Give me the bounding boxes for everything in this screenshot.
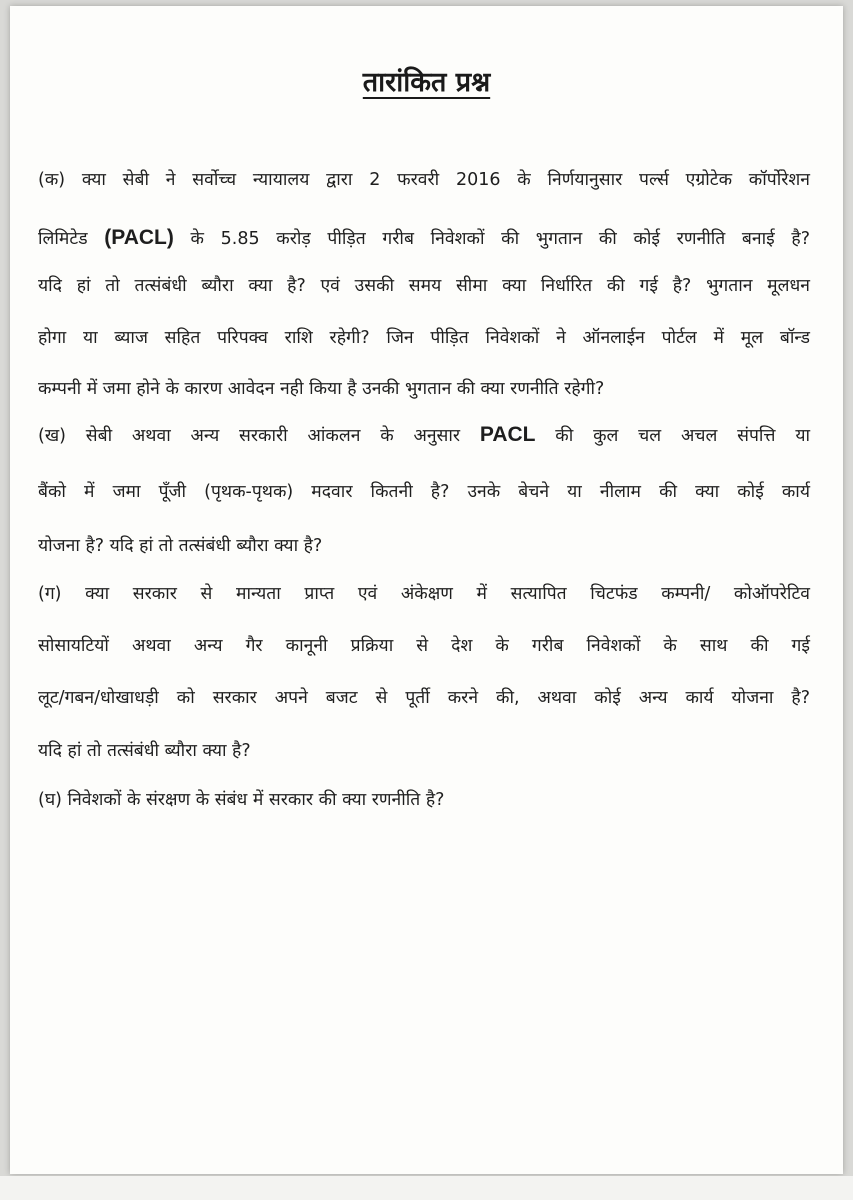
document-page: [10, 6, 843, 1174]
question-gha-line-1: (घ) निवेशकों के संरक्षण के संबंध में सरकार की क्या रणनीति है?: [38, 790, 445, 810]
question-ka-line-3: यदि हां तो तत्संबंधी ब्यौरा क्या है? एवं उसकी समय सीमा क्या निर्धारित की गई है? भुगतान मूलधन: [38, 276, 810, 296]
page-bottom-edge: [0, 1176, 853, 1200]
question-ka-line-2: लिमिटेड (PACL) के 5.85 करोड़ पीड़ित गरीब निवेशकों की भुगतान की कोई रणनीति बनाई है?: [38, 226, 811, 249]
question-kha-line-1: (ख) सेबी अथवा अन्य सरकारी आंकलन के अनुसार PACL की कुल चल अचल संपत्ति या: [38, 423, 811, 446]
question-ka-line-4: होगा या ब्याज सहित परिपक्व राशि रहेगी? जिन पीड़ित निवेशकों ने ऑनलाईन पोर्टल में मूल बॉन्ड: [38, 328, 810, 348]
question-ga-line-3: लूट/गबन/धोखाधड़ी को सरकार अपने बजट से पूर्ती करने की, अथवा कोई अन्य कार्य योजना है?: [38, 688, 810, 708]
question-ka-line-5: कम्पनी में जमा होने के कारण आवेदन नही किया है उनकी भुगतान की क्या रणनीति रहेगी?: [38, 379, 605, 399]
pacl-label: PACL: [479, 423, 536, 446]
pacl-label: (PACL): [104, 226, 174, 249]
question-kha-line-3: योजना है? यदि हां तो तत्संबंधी ब्यौरा क्या है?: [38, 536, 323, 556]
question-ga-line-2: सोसायटियों अथवा अन्य गैर कानूनी प्रक्रिया से देश के गरीब निवेशकों के साथ की गई: [38, 636, 810, 656]
document-title: तारांकित प्रश्न: [362, 67, 491, 98]
question-ga-line-1: (ग) क्या सरकार से मान्यता प्राप्त एवं अंकेक्षण में सत्यापित चिटफंड कम्पनी/ कोऑपरेटिव: [38, 584, 810, 604]
question-ka-line-1: (क) क्या सेबी ने सर्वोच्च न्यायालय द्वारा 2 फरवरी 2016 के निर्णयानुसार पर्ल्स एग्रोटेक कॉर्पोरेशन: [38, 170, 810, 190]
question-ga-line-4: यदि हां तो तत्संबंधी ब्यौरा क्या है?: [38, 741, 251, 761]
question-kha-line-2: बैंको में जमा पूँजी (पृथक-पृथक) मदवार कितनी है? उनके बेचने या नीलाम की क्या कोई कार्य: [38, 482, 810, 502]
